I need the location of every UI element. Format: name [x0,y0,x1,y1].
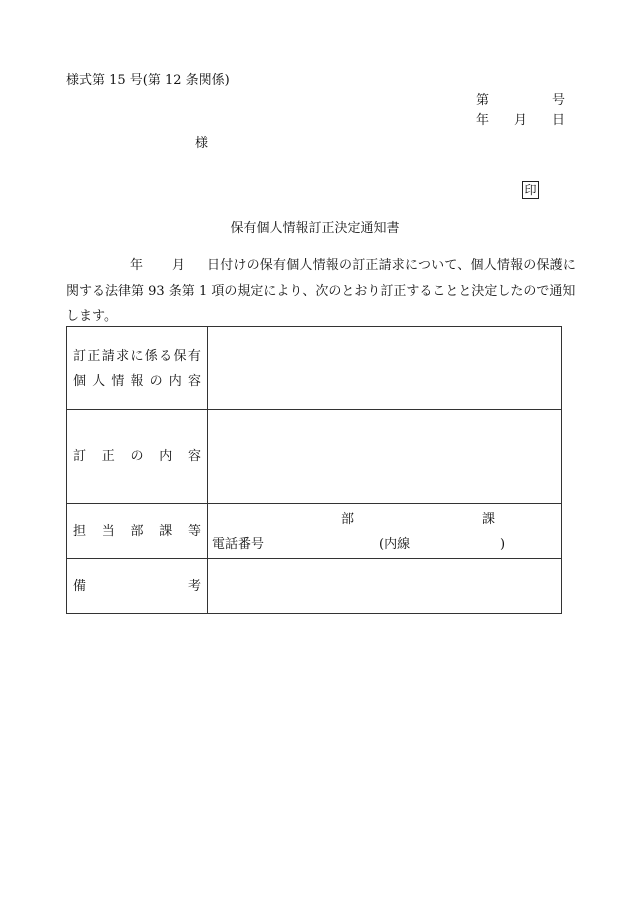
body-line-3: します。 [66,309,117,324]
document-title: 保有個人情報訂正決定通知書 [230,221,400,236]
phone-label: 電話番号 [212,537,265,552]
body-year: 年 [130,258,144,273]
body-line-2: 関する法律第 93 条第 1 項の規定により、次のとおり訂正することと決定したので通知 [66,284,576,299]
value-remarks[interactable] [208,559,562,614]
body-month: 月 [172,258,186,273]
department-ka: 課 [482,512,496,527]
extension-close: ) [500,537,506,552]
label-department [67,504,208,559]
department-bu: 部 [341,512,355,527]
label-corrected-info [67,327,208,410]
table-row [67,327,562,410]
label-correction-content [67,410,208,504]
value-correction-content[interactable] [208,410,562,504]
seal-mark: 印 [522,181,539,199]
date-year: 年 [476,113,490,128]
decision-table [66,326,562,614]
label-line: 担 当 部 課 等 [73,524,201,539]
extension-open: (内線 [379,537,411,552]
table-row [67,410,562,504]
label-line: 訂 正 請 求 に 係 る 保 有 [73,349,201,364]
label-line: 備 考 [73,579,201,594]
label-line: 個 人 情 報 の 内 容 [73,374,201,389]
label-remarks [67,559,208,614]
date-month: 月 [514,113,528,128]
value-corrected-info[interactable] [208,327,562,410]
document-number-prefix: 第 [476,93,490,108]
date-day: 日 [552,113,566,128]
value-department[interactable] [208,504,562,559]
addressee-suffix: 様 [195,136,209,151]
form-number: 様式第 15 号(第 12 条関係) [66,73,230,88]
table-row [67,559,562,614]
label-line: 訂 正 の 内 容 [73,449,201,464]
body-line-1-text: 日付けの保有個人情報の訂正請求について、個人情報の保護に [207,258,577,273]
document-number-suffix: 号 [552,93,566,108]
table-row [67,504,562,559]
